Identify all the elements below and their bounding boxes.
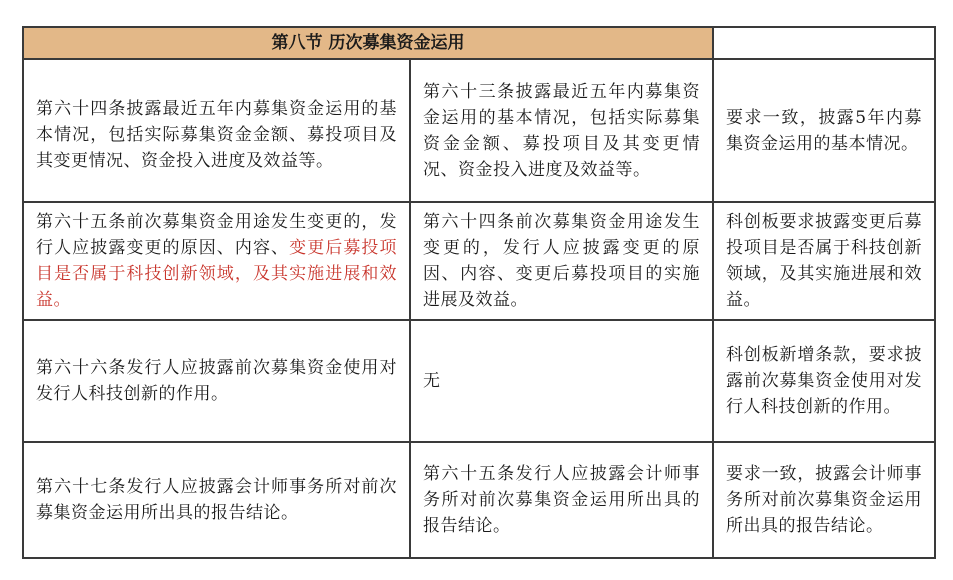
kcb-rule-cell: 第六十六条发行人应披露前次募集资金使用对发行人科技创新的作用。: [23, 320, 410, 442]
main-board-rule-cell: 第六十三条披露最近五年内募集资金运用的基本情况，包括实际募集资金金额、募投项目及其变更情况、资金投入进度及效益等。: [410, 59, 713, 202]
table-row: [23, 202, 935, 320]
section-header-row: [23, 27, 935, 59]
comparison-note-cell: 科创板新增条款，要求披露前次募集资金使用对发行人科技创新的作用。: [713, 320, 935, 442]
kcb-rule-highlight-text: 变更后募投项目是否属于科技创新领域，及其实施进展和效益。: [36, 238, 398, 310]
kcb-rule-cell: [23, 202, 410, 320]
kcb-rule-text: 第六十五条前次募集资金用途发生变更的，发行人应披露变更的原因、内容、: [36, 212, 397, 258]
main-board-rule-cell: 第六十五条发行人应披露会计师事务所对前次募集资金运用所出具的报告结论。: [410, 442, 713, 558]
comparison-note-cell: 要求一致，披露5年内募集资金运用的基本情况。: [713, 59, 935, 202]
comparison-note-cell: 要求一致，披露会计师事务所对前次募集资金运用所出具的报告结论。: [713, 442, 935, 558]
comparison-table: [22, 26, 936, 559]
main-board-rule-cell: 无: [410, 320, 713, 442]
kcb-rule-cell: 第六十四条披露最近五年内募集资金运用的基本情况，包括实际募集资金金额、募投项目及其变更情况、资金投入进度及效益等。: [23, 59, 410, 202]
comparison-note-cell: 科创板要求披露变更后募投项目是否属于科技创新领域，及其实施进展和效益。: [713, 202, 935, 320]
table-row: [23, 442, 935, 558]
section-header-empty-cell: [713, 27, 935, 59]
table-row: [23, 320, 935, 442]
table-row: [23, 59, 935, 202]
main-board-rule-cell: 第六十四条前次募集资金用途发生变更的，发行人应披露变更的原因、内容、变更后募投项目的实施进展及效益。: [410, 202, 713, 320]
kcb-rule-cell: 第六十七条发行人应披露会计师事务所对前次募集资金运用所出具的报告结论。: [23, 442, 410, 558]
section-title: 第八节 历次募集资金运用: [23, 27, 713, 59]
